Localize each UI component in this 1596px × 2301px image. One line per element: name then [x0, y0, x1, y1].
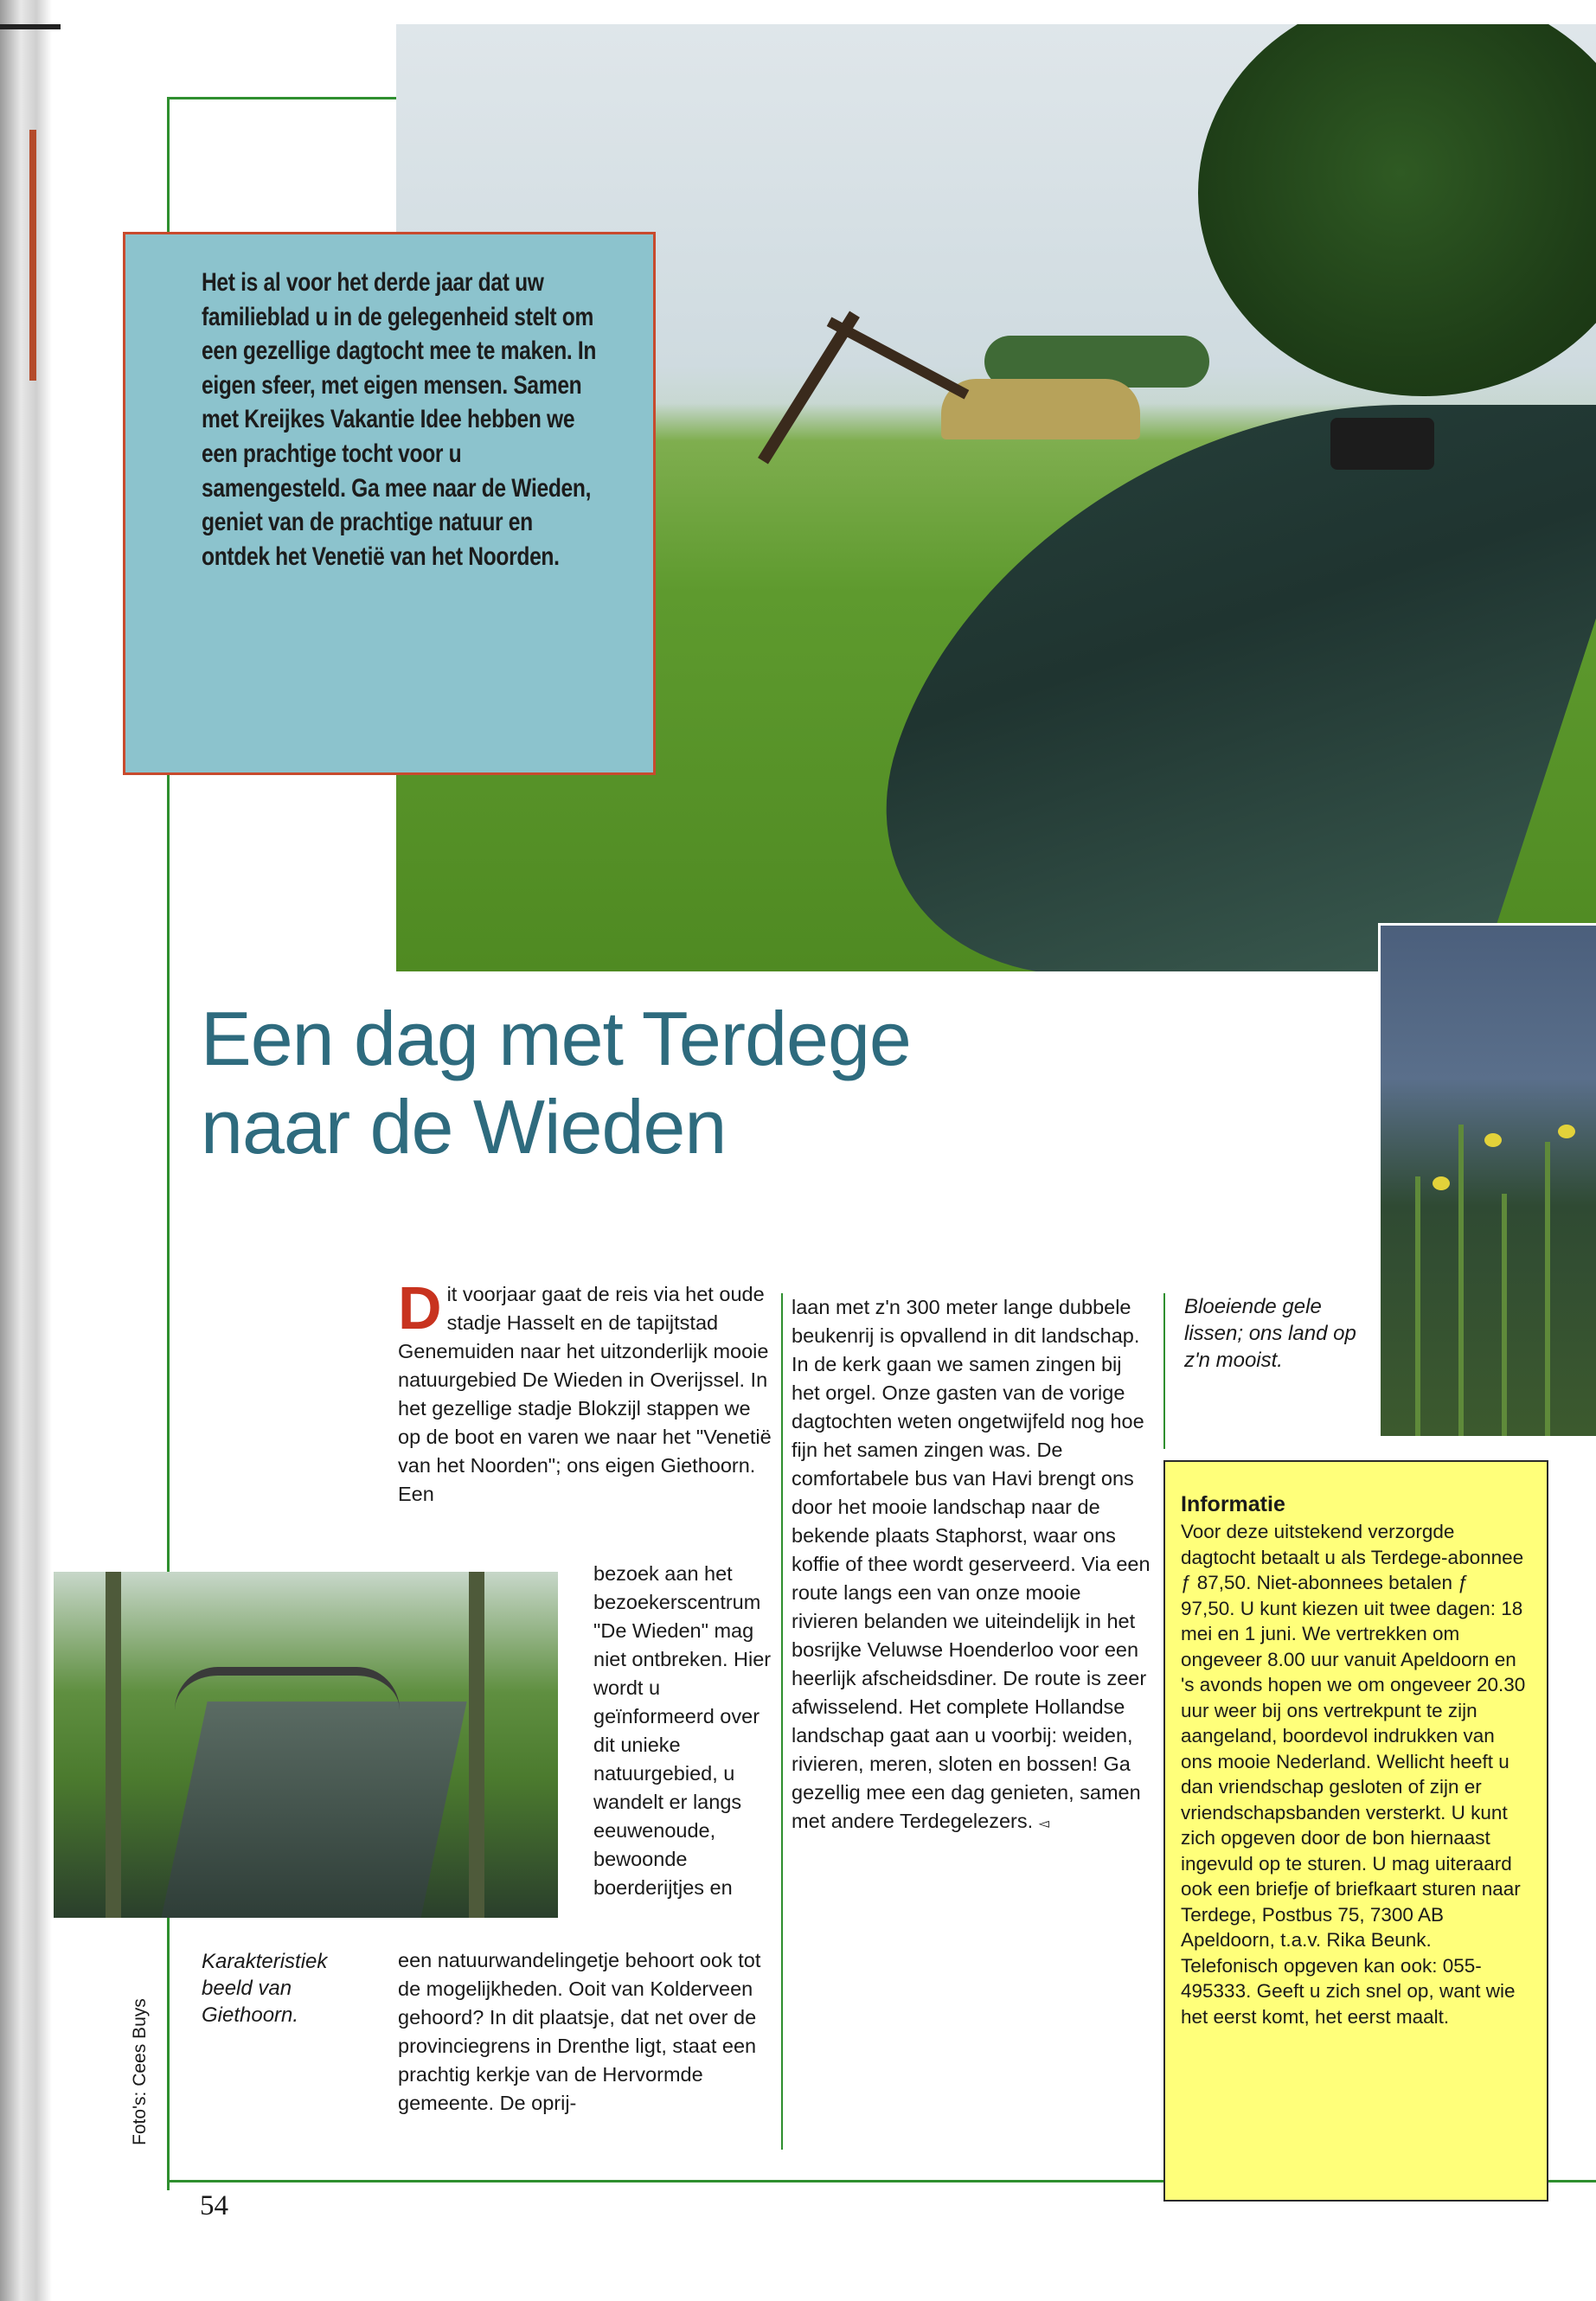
article-column-1-top: [398, 1274, 779, 1509]
photo-reed: [1458, 1125, 1464, 1436]
intro-text: Het is al voor het derde jaar dat uw familieblad u in de gelegenheid stelt om een gezellige dagtocht mee te maken. In eigen sfeer, met eigen mensen. Samen met Kreijkes Vakantie Idee hebben we een prachtige tocht voor u samengesteld. Ga mee naar de Wieden, geniet van de prachtige natuur en ontdek het Venetië van het Noorden.: [202, 268, 597, 571]
photo-iris-flower: [1558, 1125, 1575, 1138]
caption-giethoorn: Karakteristiek beeld van Giethoorn.: [202, 1950, 328, 2027]
page-number: 54: [200, 2190, 228, 2221]
photo-canal-water: [823, 405, 1596, 971]
photo-bridge: [175, 1667, 400, 1710]
article-column-1-narrow: bezoek aan het bezoekerscentrum "De Wieden" mag niet ontbreken. Hier wordt u geïnformeerd over dit unieke natuurgebied, u wandelt er langs eeuwenoude, bewoonde boerderijtjes en: [593, 1562, 772, 1899]
giethoorn-photo: [54, 1572, 558, 1918]
photo-canal-water: [159, 1702, 466, 1918]
end-mark-icon: ◅: [1038, 1817, 1049, 1831]
column-rule-1: [781, 1293, 783, 2150]
headline-line-2: naar de Wieden: [201, 1084, 727, 1170]
info-title: Informatie: [1181, 1492, 1285, 1516]
photo-haystack: [941, 379, 1140, 439]
photo-boat: [1330, 418, 1434, 470]
photo-tree: [1198, 24, 1596, 396]
column-rule-2: [1163, 1293, 1165, 1449]
photo-tree-trunk: [106, 1572, 121, 1918]
intro-box: [123, 232, 656, 775]
spine-mark: [0, 24, 61, 29]
binding-spine: [0, 0, 52, 2301]
article-column-2: [792, 1293, 1153, 1838]
drop-cap: D: [398, 1274, 442, 1342]
photo-credit: Foto's: Cees Buys: [130, 1998, 150, 2145]
article-text-col2: laan met z'n 300 meter lange dubbele beukenrij is opvallend in dit landschap. In de kerk gaan we samen zingen bij het orgel. Onze gasten van de vorige dagtochten weten ongetwijfeld nog hoe fijn het samen zingen was. De comfortabele bus van Havi brengt ons door het mooie landschap naar de bekende plaats Staphorst, waar ons koffie of thee wordt geserveerd. Via een route langs een van onze mooie rivieren belanden we uiteindelijk in het bosrijke Veluwse Hoenderloo voor een heerlijk afscheidsdiner. De route is zeer afwisselend. Het complete Hollandse landschap gaat aan u voorbij: weiden, rivieren, meren, sloten en bossen! Ga gezellig mee een dag genieten, samen met andere Terdegelezers.: [792, 1296, 1151, 1832]
iris-photo: [1378, 923, 1596, 1436]
caption-iris: Bloeiende gele lissen; ons land op z'n mooist.: [1184, 1295, 1356, 1372]
headline: [201, 995, 1325, 1171]
photo-iris-flower: [1484, 1133, 1502, 1147]
article-text-col1-top: it voorjaar gaat de reis via het oude stadje Hasselt en de tapijtstad Genemuiden naar het uitzonderlijk mooie natuurgebied De Wieden in Overijssel. In het gezellige stadje Blokzijl stappen we op de boot en varen we naar het "Venetië van het Noorden"; ons eigen Giethoorn. Een: [398, 1283, 772, 1505]
photo-reed: [1415, 1176, 1420, 1436]
info-box: [1163, 1460, 1548, 2202]
photo-windmill-beam: [827, 317, 970, 399]
photo-tree-trunk: [469, 1572, 484, 1918]
photo-iris-flower: [1433, 1176, 1450, 1190]
photo-reed: [1545, 1142, 1550, 1436]
headline-line-1: Een dag met Terdege: [201, 996, 911, 1081]
spine-accent: [29, 130, 36, 381]
info-text: Voor deze uitstekend verzorgde dagtocht betaalt u als Terdege-abonnee ƒ 87,50. Niet-abonnees betalen ƒ 97,50. U kunt kiezen uit twee dagen: 18 mei en 1 juni. We vertrekken om ongeveer 8.00 uur vanuit Apeldoorn en 's avonds hopen we om ongeveer 20.30 uur weer bij ons vertrekpunt te zijn aangeland, boordevol indrukken van ons mooie Nederland. Wellicht heeft u dan vriendschap gesloten of zijn er vriendschapsbanden versterkt. U kunt zich opgeven door de bon hiernaast ingevuld op te sturen. U mag uiteraard ook een briefje of briefkaart sturen naar Terdege, Postbus 75, 7300 AB Apeldoorn, t.a.v. Rika Beunk. Telefonisch opgeven kan ook: 055-495333. Geeft u zich snel op, want wie het eerst komt, het eerst maalt.: [1181, 1521, 1526, 2028]
photo-reed: [1502, 1194, 1507, 1436]
frame-line-top: [167, 97, 399, 99]
article-column-1-bottom: een natuurwandelingetje behoort ook tot de mogelijkheden. Ooit van Kolderveen gehoord? In dit plaatsje, dat net over de provinciegrens in Drenthe ligt, staat een prachtig kerkje van de Hervormde gemeente. De oprij-: [398, 1949, 761, 2114]
